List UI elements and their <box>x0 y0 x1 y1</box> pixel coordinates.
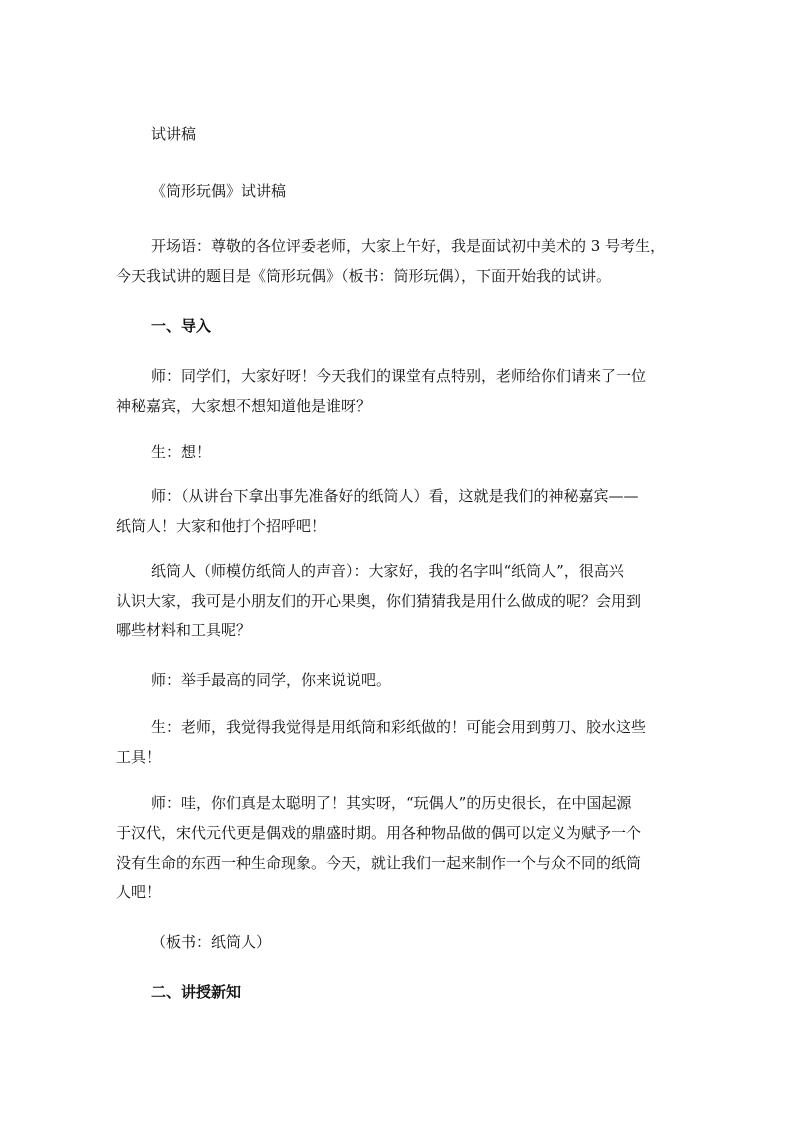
teacher-line: 师：举手最高的同学，你来说说吧。 <box>151 671 392 689</box>
section-heading-new-knowledge: 二、讲授新知 <box>151 983 242 1001</box>
document-title: 试讲稿 <box>151 125 197 143</box>
puppet-line: 纸筒人（师模仿纸筒人的声音）：大家好，我的名字叫“纸筒人”，很高兴 <box>151 562 624 580</box>
puppet-line: 认识大家，我可是小朋友们的开心果奥，你们猜猜我是用什么做成的呢？会用到 <box>116 592 642 610</box>
student-line: 生：老师，我觉得我觉得是用纸筒和彩纸做的！可能会用到剪刀、胶水这些 <box>151 718 647 736</box>
opening-paragraph-line: 今天我试讲的题目是《筒形玩偶》（板书：筒形玩偶），下面开始我的试讲。 <box>116 267 612 285</box>
student-line: 生：想！ <box>151 443 212 461</box>
opening-paragraph-line: 开场语：尊敬的各位评委老师，大家上午好，我是面试初中美术的 3 号考生， <box>151 237 666 255</box>
puppet-line: 哪些材料和工具呢？ <box>116 621 252 639</box>
teacher-line: 人吧！ <box>116 883 162 901</box>
teacher-line: 师：同学们，大家好呀！今天我们的课堂有点特别，老师给你们请来了一位 <box>151 367 647 385</box>
student-line: 工具！ <box>116 748 162 766</box>
teacher-line: 于汉代，宋代元代更是偶戏的鼎盛时期。用各种物品做的偶可以定义为赋予一个 <box>116 824 642 842</box>
section-heading-intro: 一、导入 <box>151 317 212 335</box>
teacher-line: 神秘嘉宾，大家想不想知道他是谁呀？ <box>116 397 372 415</box>
document-subtitle: 《筒形玩偶》试讲稿 <box>151 182 287 200</box>
board-note: （板书：纸筒人） <box>151 933 272 951</box>
teacher-line: 没有生命的东西一种生命现象。今天，就让我们一起来制作一个与众不同的纸筒 <box>116 854 642 872</box>
teacher-line: 师：（从讲台下拿出事先准备好的纸筒人）看，这就是我们的神秘嘉宾—— <box>151 487 639 505</box>
teacher-line: 师：哇，你们真是太聪明了！其实呀，“玩偶人”的历史很长，在中国起源 <box>151 794 632 812</box>
teacher-line: 纸筒人！大家和他打个招呼吧！ <box>116 517 327 535</box>
